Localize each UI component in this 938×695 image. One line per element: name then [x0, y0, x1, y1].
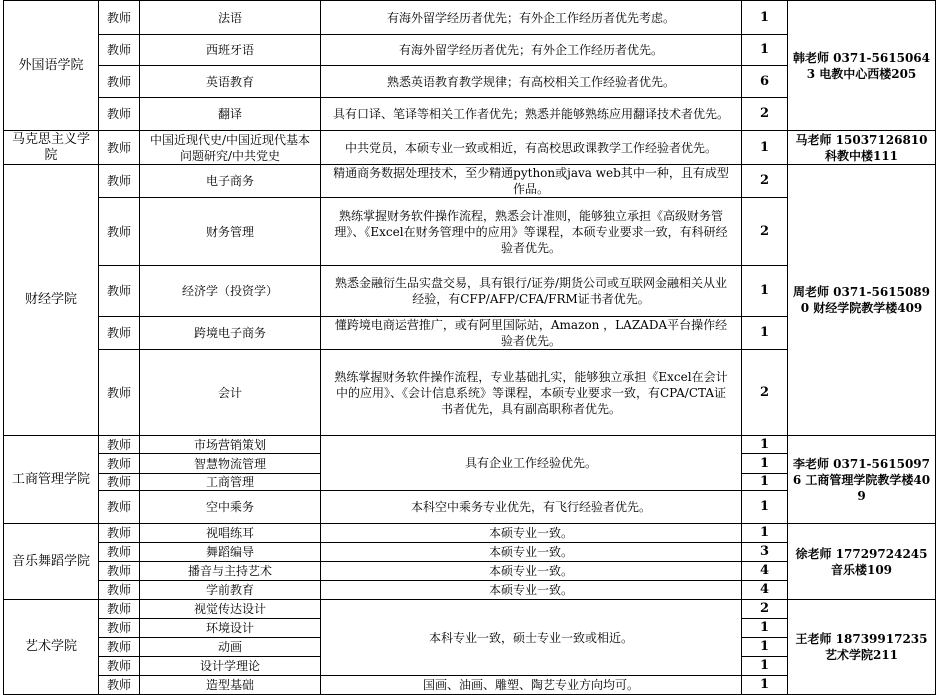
subject-cell: 学前教育: [140, 581, 321, 600]
contact-cell: 李老师 0371-56150976 工商管理学院教学楼409: [788, 436, 936, 524]
count-cell: 2: [742, 600, 788, 619]
position-type-cell: 教师: [99, 165, 140, 198]
count-cell: 1: [742, 657, 788, 676]
college-cell: 艺术学院: [4, 600, 99, 695]
college-cell: 工商管理学院: [4, 436, 99, 524]
contact-cell: 徐老师 17729724245 音乐楼109: [788, 524, 936, 600]
count-cell: 1: [742, 1, 788, 35]
requirement-cell: 本硕专业一致。: [321, 581, 742, 600]
table-row: [4, 436, 936, 454]
requirement-cell: 熟悉英语教育教学规律；有高校相关工作经验者优先。: [321, 66, 742, 98]
position-type-cell: 教师: [99, 350, 140, 436]
count-cell: 1: [742, 524, 788, 543]
subject-cell: 工商管理: [140, 474, 321, 491]
subject-cell: 英语教育: [140, 66, 321, 98]
college-cell: 马克思主义学院: [4, 131, 99, 165]
count-cell: 2: [742, 98, 788, 131]
position-type-cell: 教师: [99, 35, 140, 66]
count-cell: 1: [742, 676, 788, 695]
position-type-cell: 教师: [99, 317, 140, 350]
position-type-cell: 教师: [99, 600, 140, 619]
requirement-cell: 本科空中乘务专业优先，有飞行经验者优先。: [321, 491, 742, 524]
subject-cell: 造型基础: [140, 676, 321, 695]
subject-cell: 经济学（投资学）: [140, 266, 321, 317]
contact-cell: 韩老师 0371-56150643 电教中心西楼205: [788, 1, 936, 131]
requirement-cell: 熟练掌握财务软件操作流程，熟悉会计准则，能够独立承担《高级财务管理》、《Excel在财务管理中的应用》等课程，本硕专业要求一致，有科研经验者优先。: [321, 198, 742, 266]
requirement-cell: 熟练掌握财务软件操作流程，专业基础扎实，能够独立承担《Excel在会计中的应用》、《会计信息系统》等课程，本硕专业要求一致，有CPA/CTA证书者优先，具有副高职称者优先。: [321, 350, 742, 436]
position-type-cell: 教师: [99, 198, 140, 266]
requirement-cell: 具有口译、笔译等相关工作者优先；熟悉并能够熟练应用翻译技术者优先。: [321, 98, 742, 131]
subject-cell: 空中乘务: [140, 491, 321, 524]
position-type-cell: 教师: [99, 131, 140, 165]
table-row: [4, 1, 936, 35]
count-cell: 1: [742, 317, 788, 350]
requirement-cell: 本硕专业一致。: [321, 562, 742, 581]
contact-cell: 王老师 18739917235 艺术学院211: [788, 600, 936, 695]
contact-cell: 马老师 15037126810 科教中楼111: [788, 131, 936, 165]
position-type-cell: 教师: [99, 1, 140, 35]
college-cell: 外国语学院: [4, 1, 99, 131]
count-cell: 1: [742, 491, 788, 524]
contact-cell: 周老师 0371-56150890 财经学院教学楼409: [788, 165, 936, 436]
position-type-cell: 教师: [99, 474, 140, 491]
subject-cell: 电子商务: [140, 165, 321, 198]
requirement-cell: 国画、油画、雕塑、陶艺专业方向均可。: [321, 676, 742, 695]
count-cell: 1: [742, 619, 788, 638]
table-row: [4, 600, 936, 619]
subject-cell: 智慧物流管理: [140, 454, 321, 474]
requirement-cell: 懂跨境电商运营推广，或有阿里国际站，Amazon ，LAZADA平台操作经验者优先。: [321, 317, 742, 350]
count-cell: 1: [742, 131, 788, 165]
subject-cell: 跨境电子商务: [140, 317, 321, 350]
requirement-cell: 有海外留学经历者优先；有外企工作经历者优先考虑。: [321, 1, 742, 35]
requirement-cell: 本硕专业一致。: [321, 543, 742, 562]
subject-cell: 动画: [140, 638, 321, 657]
position-type-cell: 教师: [99, 562, 140, 581]
requirement-cell: 本硕专业一致。: [321, 524, 742, 543]
count-cell: 1: [742, 35, 788, 66]
count-cell: 1: [742, 266, 788, 317]
count-cell: 1: [742, 436, 788, 454]
subject-cell: 环境设计: [140, 619, 321, 638]
position-type-cell: 教师: [99, 676, 140, 695]
count-cell: 2: [742, 198, 788, 266]
position-type-cell: 教师: [99, 491, 140, 524]
position-type-cell: 教师: [99, 619, 140, 638]
position-type-cell: 教师: [99, 454, 140, 474]
college-cell: 音乐舞蹈学院: [4, 524, 99, 600]
count-cell: 6: [742, 66, 788, 98]
subject-cell: 西班牙语: [140, 35, 321, 66]
count-cell: 3: [742, 543, 788, 562]
position-type-cell: 教师: [99, 436, 140, 454]
position-type-cell: 教师: [99, 98, 140, 131]
table-row: [4, 131, 936, 165]
subject-cell: 播音与主持艺术: [140, 562, 321, 581]
subject-cell: 舞蹈编导: [140, 543, 321, 562]
subject-cell: 市场营销策划: [140, 436, 321, 454]
subject-cell: 视唱练耳: [140, 524, 321, 543]
subject-cell: 会计: [140, 350, 321, 436]
position-type-cell: 教师: [99, 66, 140, 98]
count-cell: 2: [742, 165, 788, 198]
position-type-cell: 教师: [99, 581, 140, 600]
count-cell: 1: [742, 454, 788, 474]
recruitment-table: [3, 0, 936, 695]
table-row: [4, 165, 936, 198]
requirement-cell: 熟悉金融衍生品实盘交易，具有银行/证券/期货公司或互联网金融相关从业经验，有CFP/AFP/CFA/FRM证书者优先。: [321, 266, 742, 317]
position-type-cell: 教师: [99, 524, 140, 543]
position-type-cell: 教师: [99, 266, 140, 317]
subject-cell: 法语: [140, 1, 321, 35]
college-cell: 财经学院: [4, 165, 99, 436]
position-type-cell: 教师: [99, 543, 140, 562]
position-type-cell: 教师: [99, 638, 140, 657]
count-cell: 1: [742, 638, 788, 657]
count-cell: 4: [742, 581, 788, 600]
requirement-cell: 中共党员，本硕专业一致或相近，有高校思政课教学工作经验者优先。: [321, 131, 742, 165]
count-cell: 2: [742, 350, 788, 436]
requirement-cell: 精通商务数据处理技术，至少精通python或java web其中一种，且有成型作品。: [321, 165, 742, 198]
subject-cell: 视觉传达设计: [140, 600, 321, 619]
subject-cell: 设计学理论: [140, 657, 321, 676]
requirement-cell: 有海外留学经历者优先；有外企工作经历者优先。: [321, 35, 742, 66]
count-cell: 4: [742, 562, 788, 581]
requirement-cell: 具有企业工作经验优先。: [321, 436, 742, 491]
subject-cell: 财务管理: [140, 198, 321, 266]
count-cell: 1: [742, 474, 788, 491]
subject-cell: 中国近现代史/中国近现代基本问题研究/中共党史: [140, 131, 321, 165]
subject-cell: 翻译: [140, 98, 321, 131]
position-type-cell: 教师: [99, 657, 140, 676]
requirement-cell: 本科专业一致，硕士专业一致或相近。: [321, 600, 742, 676]
table-row: [4, 524, 936, 543]
